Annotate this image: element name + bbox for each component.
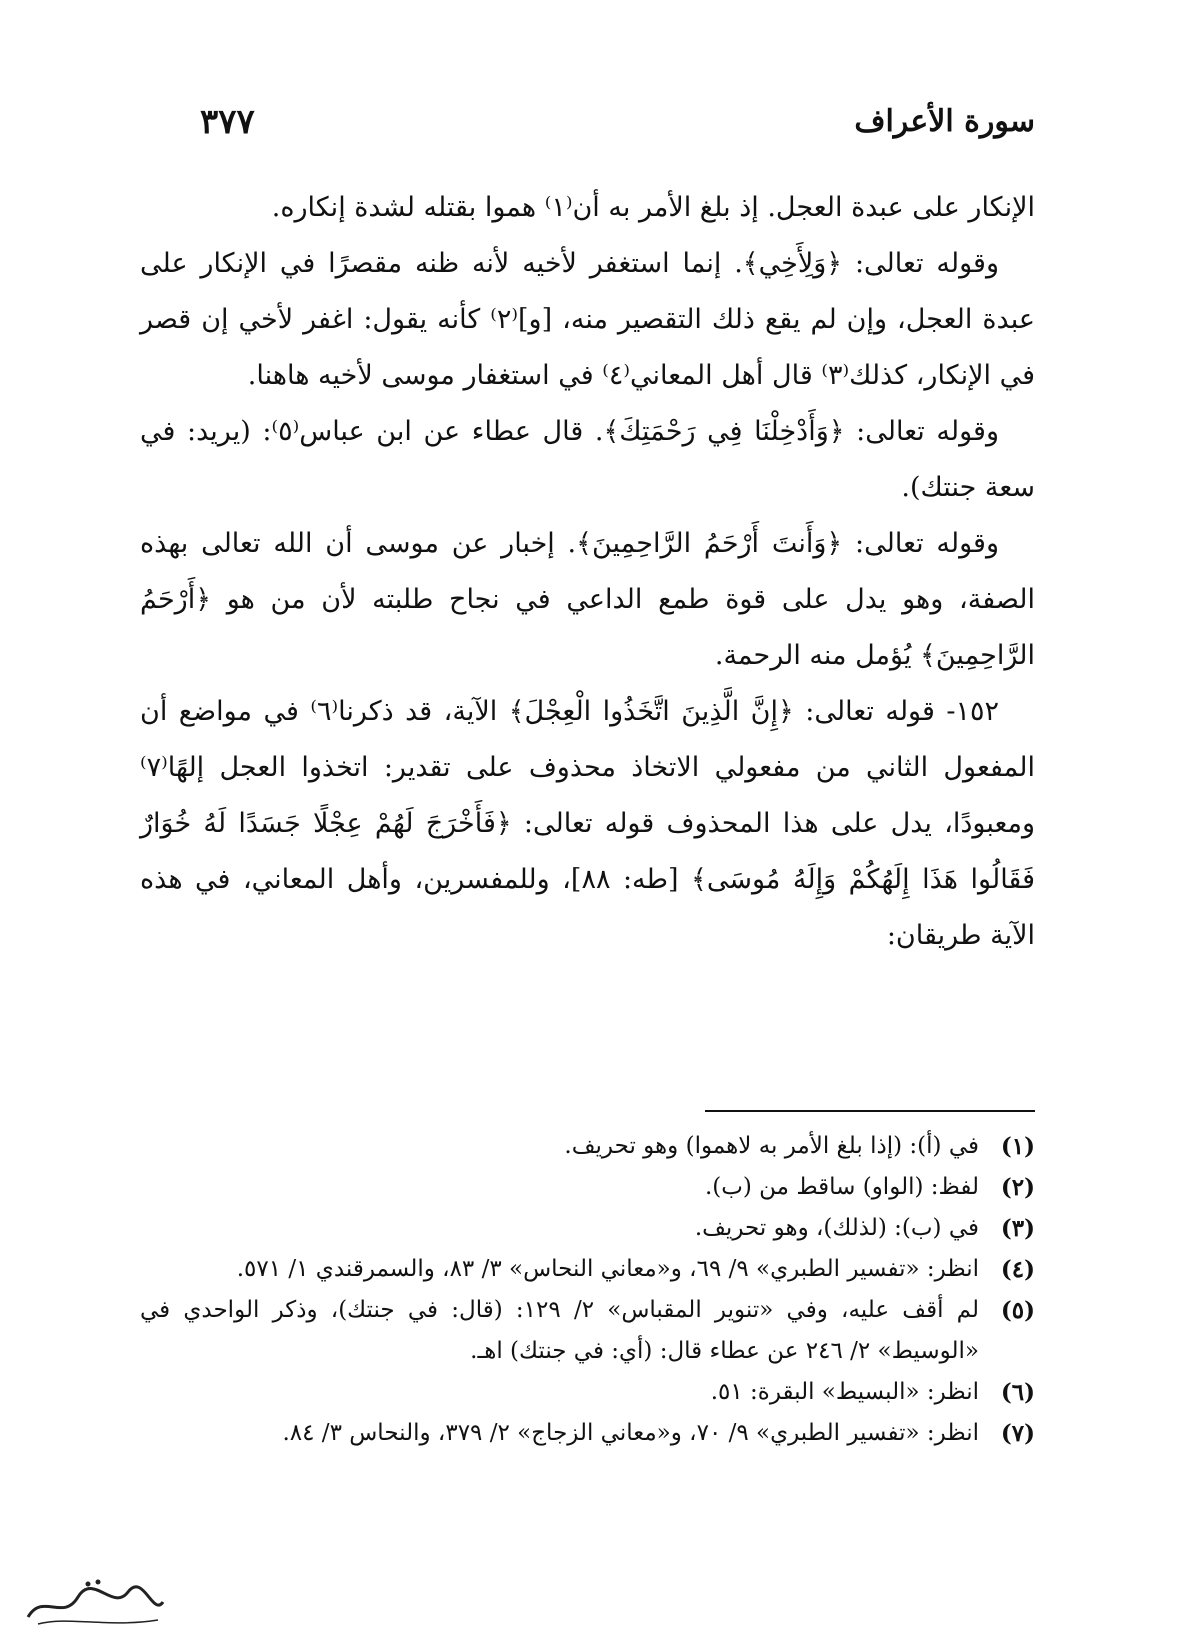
footnote	[140, 1126, 1035, 1167]
paragraph: وقوله تعالى: ﴿وَأَدْخِلْنَا فِي رَحْمَتِكَ﴾. قال عطاء عن ابن عباس⁽٥⁾: (يريد: في سعة جنتك).	[140, 416, 1035, 503]
footnote-text: انظر: «البسيط» البقرة: ٥١.	[710, 1379, 979, 1405]
footnote-number: (٤)	[1000, 1256, 1035, 1283]
footnote-text: انظر: «تفسير الطبري» ٩/ ٧٠، و«معاني الزجاج» ٢/ ٣٧٩، والنحاس ٣/ ٨٤.	[282, 1420, 979, 1446]
footnote	[140, 1372, 1035, 1413]
surah-name: سورة الأعراف	[854, 104, 1035, 139]
footnote-divider	[705, 1110, 1035, 1112]
footnote-text: في (ب): (لذلك)، وهو تحريف.	[694, 1215, 979, 1241]
footnote-number: (٢)	[1000, 1174, 1035, 1201]
footnote-number: (٥)	[1000, 1297, 1035, 1324]
footnote-number: (١)	[1000, 1133, 1035, 1160]
footnote-text: لفظ: (الواو) ساقط من (ب).	[704, 1174, 979, 1200]
main-text	[140, 180, 1035, 964]
footnote	[140, 1249, 1035, 1290]
footnotes	[140, 1126, 1035, 1454]
footnote	[140, 1290, 1035, 1372]
paragraph: وقوله تعالى: ﴿وَأَنتَ أَرْحَمُ الرَّاحِمِينَ﴾. إخبار عن موسى أن الله تعالى بهذه الصفة، وهو يدل على قوة طمع الداعي في نجاح طلبته لأن من هو ﴿أَرْحَمُ الرَّاحِمِينَ﴾ يُؤمل منه الرحمة.	[140, 528, 1035, 671]
paragraph: وقوله تعالى: ﴿وَلِأَخِي﴾. إنما استغفر لأخيه لأنه ظنه مقصرًا في الإنكار على عبدة العجل، وإن لم يقع ذلك التقصير منه، [و]⁽٢⁾ كأنه يقول: اغفر لأخي إن قصر في الإنكار، كذلك⁽٣⁾ قال أهل المعاني⁽٤⁾ في استغفار موسى لأخيه هاهنا.	[140, 248, 1035, 391]
footnote-text: في (أ): (إذا بلغ الأمر به لاهموا) وهو تحريف.	[564, 1133, 979, 1159]
footnote-text: انظر: «تفسير الطبري» ٩/ ٦٩، و«معاني النحاس» ٣/ ٨٣، والسمرقندي ١/ ٥٧١.	[236, 1256, 979, 1282]
page-number: ٣٧٧	[200, 102, 255, 142]
footnote-number: (٦)	[1000, 1379, 1035, 1406]
publisher-logo	[18, 1572, 168, 1632]
paragraph: ١٥٢- قوله تعالى: ﴿إِنَّ الَّذِينَ اتَّخَذُوا الْعِجْلَ﴾ الآية، قد ذكرنا⁽٦⁾ في مواضع أن المفعول الثاني من مفعولي الاتخاذ محذوف على تقدير: اتخذوا العجل إلهًا⁽٧⁾ ومعبودًا، يدل على هذا المحذوف قوله تعالى: ﴿فَأَخْرَجَ لَهُمْ عِجْلًا جَسَدًا لَهُ خُوَارٌ فَقَالُوا هَذَا إِلَهُكُمْ وَإِلَهُ مُوسَى﴾ [طه: ٨٨]، وللمفسرين، وأهل المعاني، في هذه الآية طريقان:	[140, 696, 1035, 951]
page-header	[140, 96, 1035, 156]
footnote-number: (٧)	[1000, 1420, 1035, 1447]
footnote-number: (٣)	[1000, 1215, 1035, 1242]
footnote-text: لم أقف عليه، وفي «تنوير المقباس» ٢/ ١٢٩: (قال: في جنتك)، وذكر الواحدي في «الوسيط» ٢/ ٢٤٦ عن عطاء قال: (أي: في جنتك) اهـ.	[140, 1297, 979, 1364]
footnote	[140, 1413, 1035, 1454]
footnote	[140, 1208, 1035, 1249]
paragraph: الإنكار على عبدة العجل. إذ بلغ الأمر به أن⁽١⁾ هموا بقتله لشدة إنكاره.	[271, 192, 1035, 223]
footnote	[140, 1167, 1035, 1208]
